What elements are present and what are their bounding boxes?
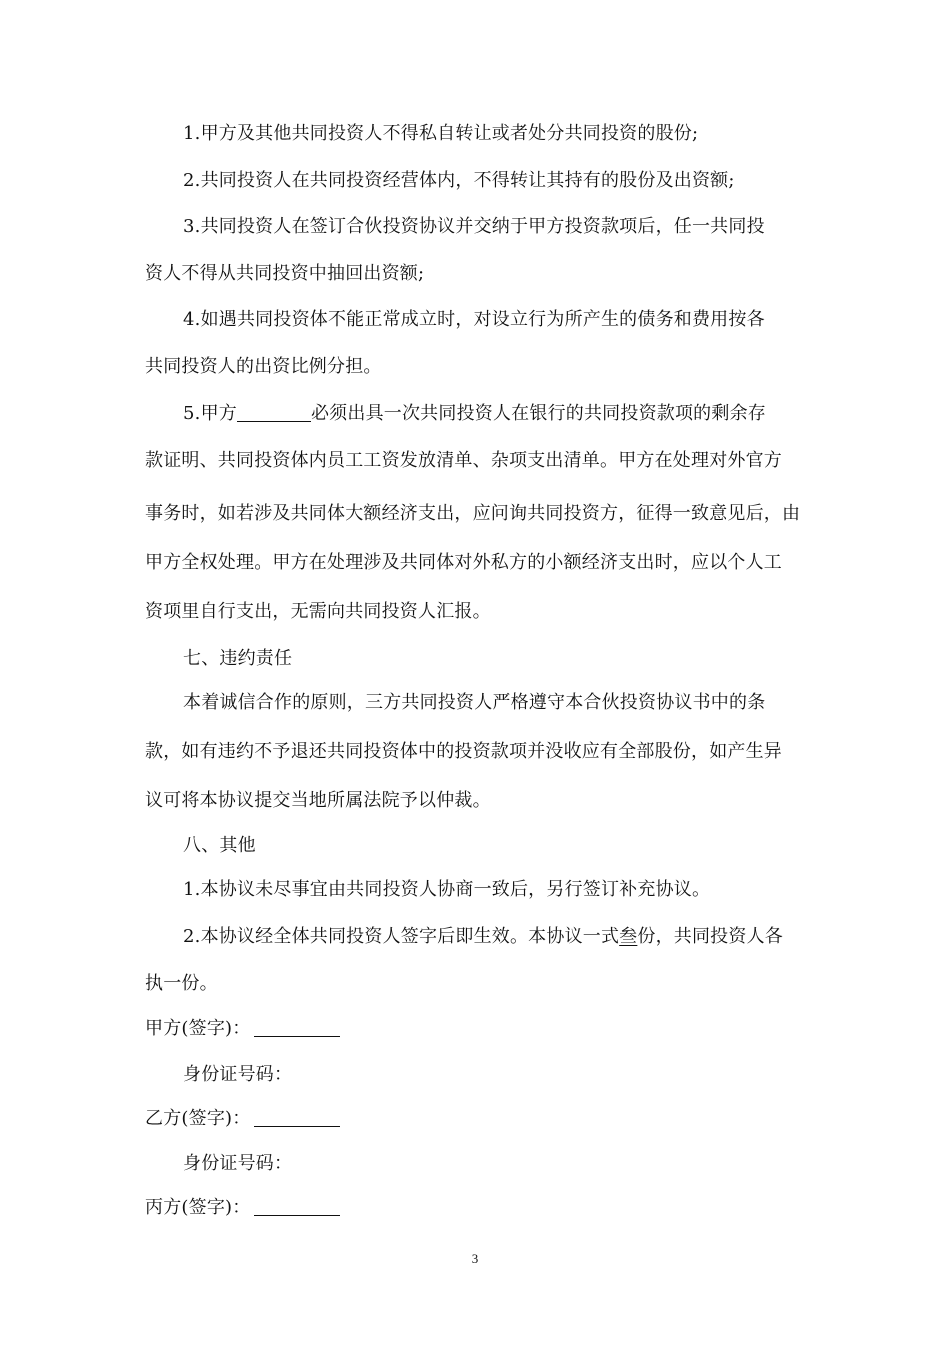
clause-6-5-line5: 资项里自行支出，无需向共同投资人汇报。 [145,601,491,622]
clause-6-4-line2: 共同投资人的出资比例分担。 [145,356,382,377]
clause-6-3-line2: 资人不得从共同投资中抽回出资额; [145,263,425,284]
clause-6-5-suffix: 必须出具一次共同投资人在银行的共同投资款项的剩余存 [310,403,766,424]
clause-6-1: 1.甲方及其他共同投资人不得私自转让或者处分共同投资的股份; [183,123,699,144]
clause-6-5-line3: 事务时，如若涉及共同体大额经济支出，应问询共同投资方，征得一致意见后，由 [145,503,801,524]
clause-8-2-suffix: 份，共同投资人各 [637,926,783,947]
signature-party-b [145,1106,340,1132]
party-a-signature-line[interactable] [254,1018,340,1037]
section-7-para-line3: 议可将本协议提交当地所属法院予以仲裁。 [145,790,491,811]
id-number-b-label: 身份证号码： [183,1153,293,1174]
clause-6-5-line1 [183,401,766,427]
clause-6-3-line1: 3.共同投资人在签订合伙投资协议并交纳于甲方投资款项后，任一共同投 [183,216,765,237]
section-7-para-line2: 款，如有违约不予退还共同投资体中的投资款项并没收应有全部股份，如产生异 [145,741,782,762]
party-b-signature-line[interactable] [254,1108,340,1127]
signature-party-a [145,1016,340,1042]
clause-8-2-line2: 执一份。 [145,973,218,994]
party-c-label: 丙方(签字)： [145,1197,251,1218]
clause-6-5-line2: 款证明、共同投资体内员工工资发放清单、杂项支出清单。甲方在处理对外官方 [145,450,782,471]
id-number-a-label: 身份证号码： [183,1064,293,1085]
clause-8-1: 1.本协议未尽事宜由共同投资人协商一致后，另行签订补充协议。 [183,879,711,900]
page-number: 3 [471,1251,479,1266]
clause-6-5-prefix: 5.甲方 [183,403,237,424]
section-8-heading: 八、其他 [183,835,256,856]
clause-6-4-line1: 4.如遇共同投资体不能正常成立时，对设立行为所产生的债务和费用按各 [183,309,765,330]
party-a-label: 甲方(签字)： [145,1018,251,1039]
copies-count: 叁 [619,926,638,947]
clause-8-2-prefix: 2.本协议经全体共同投资人签字后即生效。本协议一式 [183,926,620,947]
section-7-para-line1: 本着诚信合作的原则，三方共同投资人严格遵守本合伙投资协议书中的条 [183,692,766,713]
clause-6-2: 2.共同投资人在共同投资经营体内，不得转让其持有的股份及出资额; [183,170,735,191]
blank-underline[interactable] [237,403,311,422]
clause-6-5-line4: 甲方全权处理。甲方在处理涉及共同体对外私方的小额经济支出时，应以个人工 [145,552,782,573]
signature-party-c [145,1195,340,1221]
clause-8-2-line1 [183,924,783,950]
section-7-heading: 七、违约责任 [183,648,293,669]
party-c-signature-line[interactable] [254,1197,340,1216]
party-b-label: 乙方(签字)： [145,1108,251,1129]
